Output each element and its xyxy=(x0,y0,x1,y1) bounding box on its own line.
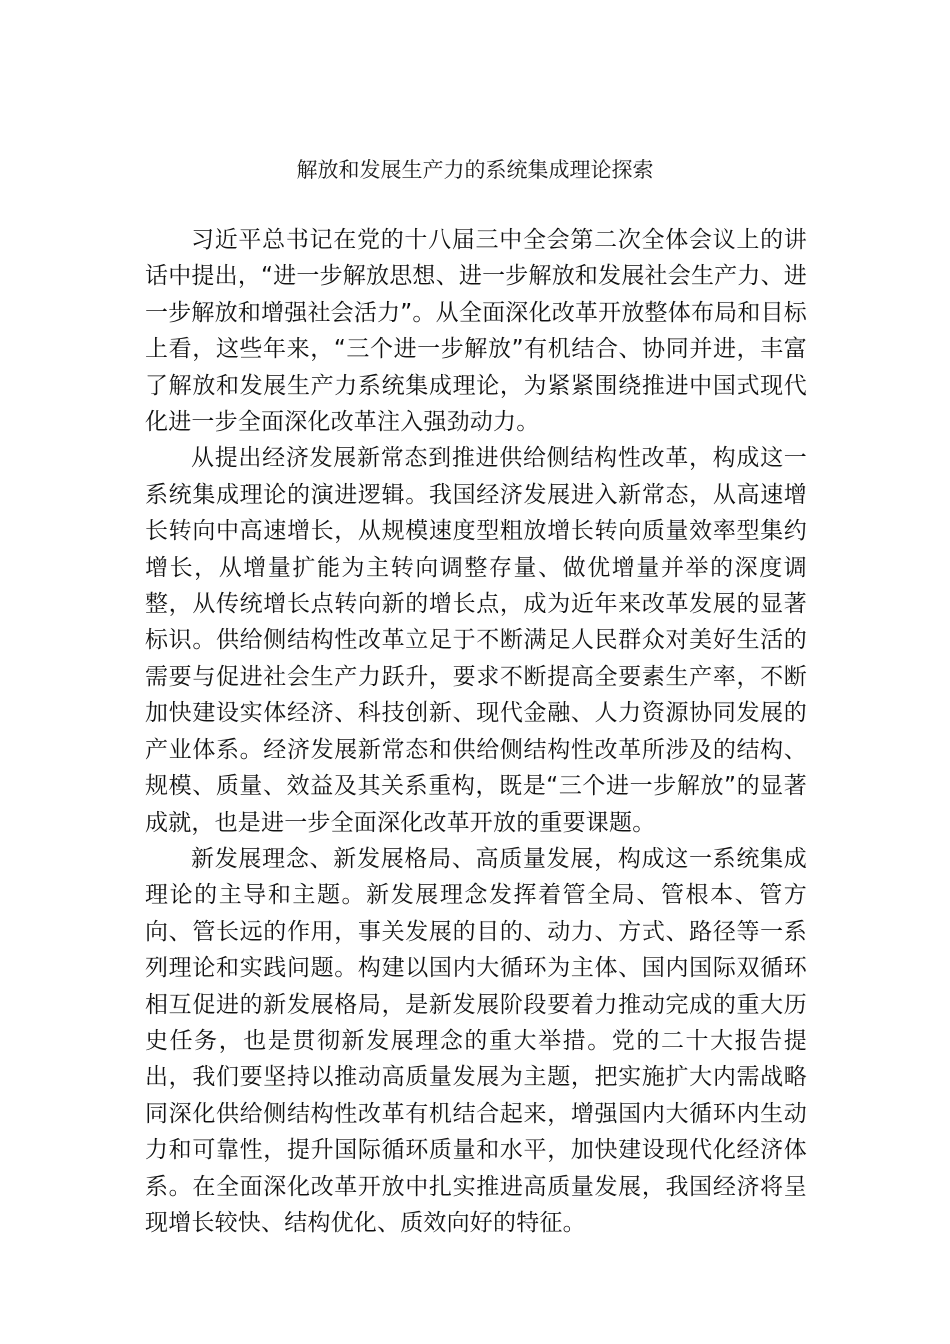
document-body xyxy=(145,222,807,1241)
paragraph-2: 从提出经济发展新常态到推进供给侧结构性改革，构成这一系统集成理论的演进逻辑。我国经济发展进入新常态，从高速增长转向中高速增长，从规模速度型粗放增长转向质量效率型集约增长，从增量扩能为主转向调整存量、做优增量并举的深度调整，从传统增长点转向新的增长点，成为近年来改革发展的显著标识。供给侧结构性改革立足于不断满足人民群众对美好生活的需要与促进社会生产力跃升，要求不断提高全要素生产率，不断加快建设实体经济、科技创新、现代金融、人力资源协同发展的产业体系。经济发展新常态和供给侧结构性改革所涉及的结构、规模、质量、效益及其关系重构，既是“三个进一步解放”的显著成就，也是进一步全面深化改革开放的重要课题。 xyxy=(145,445,807,836)
paragraph-3: 新发展理念、新发展格局、高质量发展，构成这一系统集成理论的主导和主题。新发展理念发挥着管全局、管根本、管方向、管长远的作用，事关发展的目的、动力、方式、路径等一系列理论和实践问题。构建以国内大循环为主体、国内国际双循环相互促进的新发展格局，是新发展阶段要着力推动完成的重大历史任务，也是贯彻新发展理念的重大举措。党的二十大报告提出，我们要坚持以推动高质量发展为主题，把实施扩大内需战略同深化供给侧结构性改革有机结合起来，增强国内大循环内生动力和可靠性，提升国际循环质量和水平，加快建设现代化经济体系。在全面深化改革开放中扎实推进高质量发展，我国经济将呈现增长较快、结构优化、质效向好的特征。 xyxy=(145,845,807,1236)
paragraph-1: 习近平总书记在党的十八届三中全会第二次全体会议上的讲话中提出，“进一步解放思想、进一步解放和发展社会生产力、进一步解放和增强社会活力”。从全面深化改革开放整体布局和目标上看，这些年来，“三个进一步解放”有机结合、协同并进，丰富了解放和发展生产力系统集成理论，为紧紧围绕推进中国式现代化进一步全面深化改革注入强劲动力。 xyxy=(145,227,807,436)
document-title: 解放和发展生产力的系统集成理论探索 xyxy=(296,158,654,182)
